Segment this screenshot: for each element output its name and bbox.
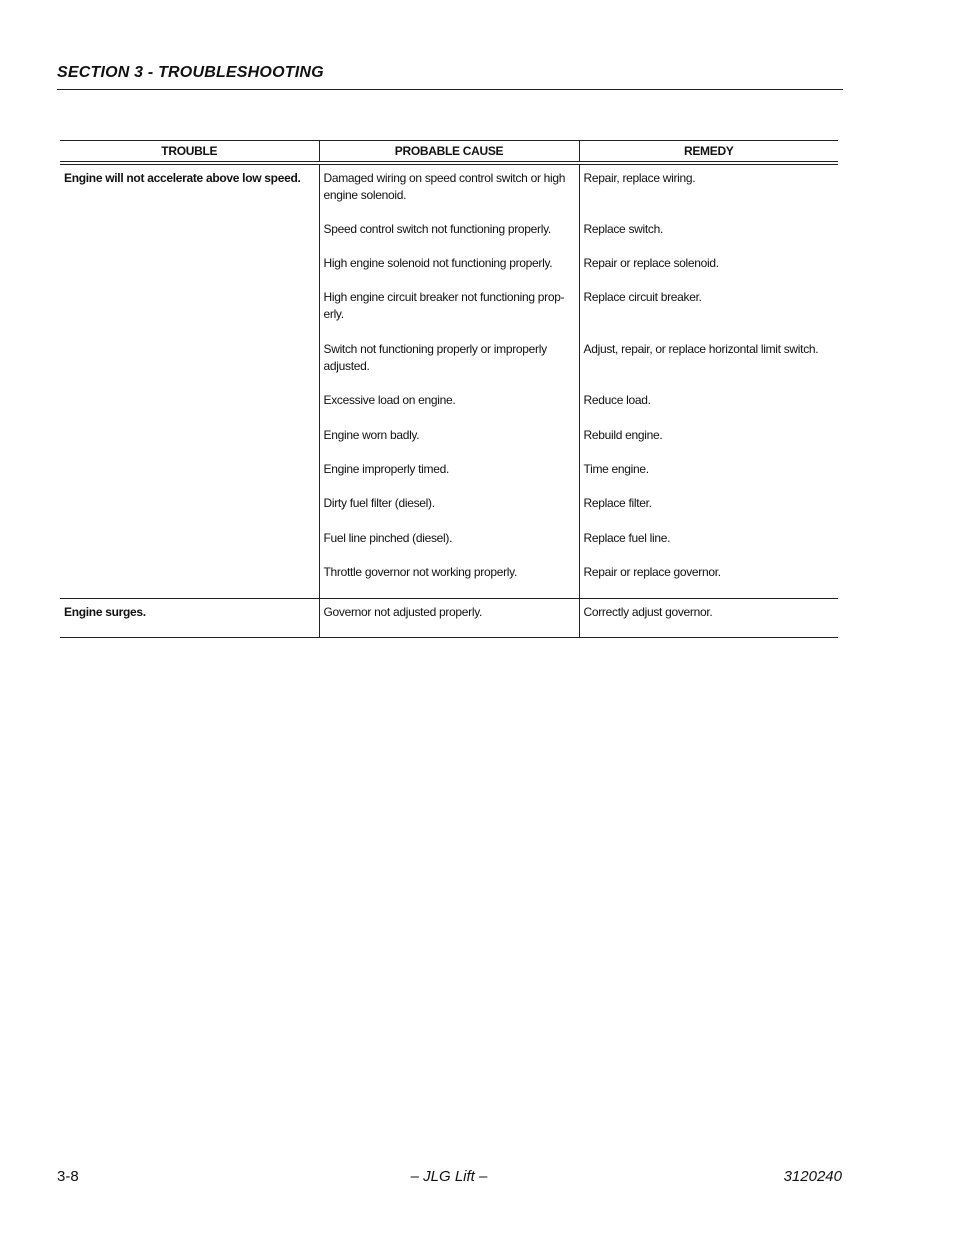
cause-entry: Throttle governor not working properly. [323, 565, 518, 579]
column-header-remedy: REMEDY [579, 141, 838, 164]
cause-entry: Excessive load on engine. [323, 393, 456, 407]
remedy-entry: Replace circuit breaker. [583, 290, 702, 304]
troubleshooting-table [60, 140, 838, 638]
remedy-entry: Repair or replace solenoid. [583, 256, 719, 270]
remedy-entry: Replace filter. [583, 496, 652, 510]
remedy-entry: Reduce load. [583, 393, 651, 407]
page-number: 3-8 [57, 1168, 79, 1185]
cause-entry: High engine solenoid not functioning properly. [323, 256, 553, 270]
cause-cell [319, 163, 579, 599]
cause-entry: High engine circuit breaker not functioning prop-erly. [323, 290, 565, 321]
table-header-row [60, 141, 838, 164]
column-header-probable-cause: PROBABLE CAUSE [319, 141, 579, 164]
column-header-trouble: TROUBLE [161, 144, 218, 158]
remedy-cell [579, 599, 838, 638]
cause-entry: Fuel line pinched (diesel). [323, 531, 453, 545]
remedy-entry: Replace switch. [583, 222, 664, 236]
remedy-entry: Repair or replace governor. [583, 565, 721, 579]
document-number: 3120240 [783, 1168, 842, 1185]
cause-cell [319, 599, 579, 638]
remedy-entry: Rebuild engine. [583, 428, 663, 442]
remedy-cell [579, 163, 838, 599]
table-row [60, 163, 838, 599]
cause-entry: Switch not functioning properly or improperly adjusted. [323, 342, 547, 373]
remedy-entry: Replace fuel line. [583, 531, 671, 545]
remedy-entry: Time engine. [583, 462, 649, 476]
cause-entry: Dirty fuel filter (diesel). [323, 496, 435, 510]
cause-entry: Engine worn badly. [323, 428, 420, 442]
cause-entry: Engine improperly timed. [323, 462, 450, 476]
trouble-cell: Engine surges. [64, 605, 146, 619]
cause-entry: Governor not adjusted properly. [323, 605, 483, 619]
trouble-cell: Engine will not accelerate above low speed. [64, 171, 301, 185]
footer-brand: – JLG Lift – [410, 1168, 488, 1185]
remedy-entry: Correctly adjust governor. [583, 605, 713, 619]
table-row [60, 599, 838, 638]
remedy-entry: Repair, replace wiring. [583, 171, 696, 185]
cause-entry: Speed control switch not functioning properly. [323, 222, 551, 236]
header-divider [57, 89, 843, 90]
remedy-entry: Adjust, repair, or replace horizontal limit switch. [583, 342, 819, 356]
section-title: SECTION 3 - TROUBLESHOOTING [57, 64, 324, 81]
cause-entry: Damaged wiring on speed control switch or high engine solenoid. [323, 171, 566, 202]
